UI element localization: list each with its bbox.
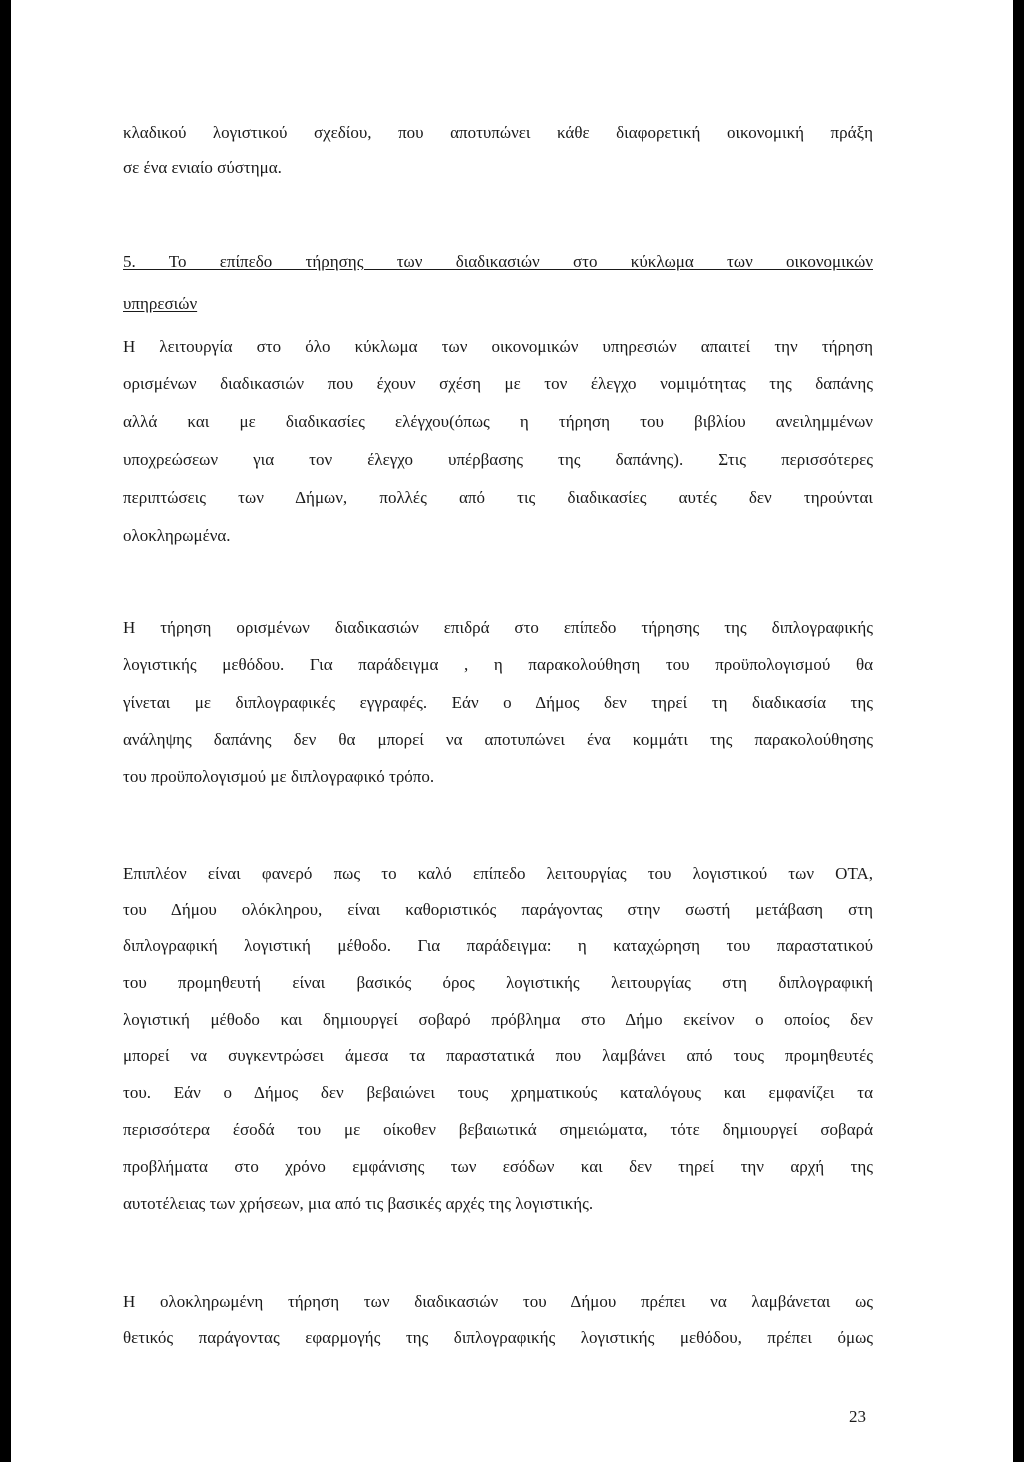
paragraph-line: Η λειτουργία στο όλο κύκλωμα των οικονομικών υπηρεσιών απαιτεί την τήρηση xyxy=(123,337,873,356)
paragraph-line: θετικός παράγοντας εφαρμογής της διπλογραφικής λογιστικής μεθόδου, πρέπει όμως xyxy=(123,1328,873,1347)
page-number: 23 xyxy=(849,1407,866,1426)
paragraph-line: αλλά και με διαδικασίες ελέγχου(όπως η τήρηση του βιβλίου ανειλημμένων xyxy=(123,412,873,431)
paragraph-line: ολοκληρωμένα. xyxy=(123,526,231,545)
paragraph-line: του προμηθευτή είναι βασικός όρος λογιστικής λειτουργίας στη διπλογραφική xyxy=(123,973,873,992)
section-heading: υπηρεσιών xyxy=(123,294,198,313)
paragraph-line: μπορεί να συγκεντρώσει άμεσα τα παραστατικά που λαμβάνει από τους προμηθευτές xyxy=(123,1046,873,1065)
paragraph-line: κλαδικού λογιστικού σχεδίου, που αποτυπώνει κάθε διαφορετική οικονομική πράξη xyxy=(123,123,873,142)
paragraph-line: προβλήματα στο χρόνο εμφάνισης των εσόδων και δεν τηρεί την αρχή της xyxy=(123,1157,873,1176)
paragraph-line: σε ένα ενιαίο σύστημα. xyxy=(123,158,282,177)
paragraph-line: του προϋπολογισμού με διπλογραφικό τρόπο. xyxy=(123,767,435,786)
paragraph-line: υποχρεώσεων για τον έλεγχο υπέρβασης της δαπάνης). Στις περισσότερες xyxy=(123,450,873,469)
paragraph-line: λογιστική μέθοδο και δημιουργεί σοβαρό πρόβλημα στο Δήμο εκείνον ο οποίος δεν xyxy=(123,1010,873,1029)
paragraph-line: ανάληψης δαπάνης δεν θα μπορεί να αποτυπώνει ένα κομμάτι της παρακολούθησης xyxy=(123,730,873,749)
section-heading: 5. Το επίπεδο τήρησης των διαδικασιών στο κύκλωμα των οικονομικών xyxy=(123,252,873,271)
paragraph-line: περιπτώσεις των Δήμων, πολλές από τις διαδικασίες αυτές δεν τηρούνται xyxy=(123,488,873,507)
paragraph-line: λογιστικής μεθόδου. Για παράδειγμα , η παρακολούθηση του προϋπολογισμού θα xyxy=(123,655,873,674)
paragraph-line: Η ολοκληρωμένη τήρηση των διαδικασιών του Δήμου πρέπει να λαμβάνεται ως xyxy=(123,1292,873,1311)
paragraph-line: του Δήμου ολόκληρου, είναι καθοριστικός παράγοντας στην σωστή μετάβαση στη xyxy=(123,900,873,919)
paragraph-line: Η τήρηση ορισμένων διαδικασιών επιδρά στο επίπεδο τήρησης της διπλογραφικής xyxy=(123,618,873,637)
paragraph-line: Επιπλέον είναι φανερό πως το καλό επίπεδο λειτουργίας του λογιστικού των ΟΤΑ, xyxy=(123,864,873,883)
paragraph-line: διπλογραφική λογιστική μέθοδο. Για παράδειγμα: η καταχώρηση του παραστατικού xyxy=(123,936,873,955)
paragraph-line: του. Εάν ο Δήμος δεν βεβαιώνει τους χρηματικούς καταλόγους και εμφανίζει τα xyxy=(123,1083,873,1102)
paragraph-line: περισσότερα έσοδά του με οίκοθεν βεβαιωτικά σημειώματα, τότε δημιουργεί σοβαρά xyxy=(123,1120,873,1139)
paragraph-line: αυτοτέλειας των χρήσεων, μια από τις βασικές αρχές της λογιστικής. xyxy=(123,1194,594,1213)
paragraph-line: γίνεται με διπλογραφικές εγγραφές. Εάν ο Δήμος δεν τηρεί τη διαδικασία της xyxy=(123,693,873,712)
paragraph-line: ορισμένων διαδικασιών που έχουν σχέση με τον έλεγχο νομιμότητας της δαπάνης xyxy=(123,374,873,393)
